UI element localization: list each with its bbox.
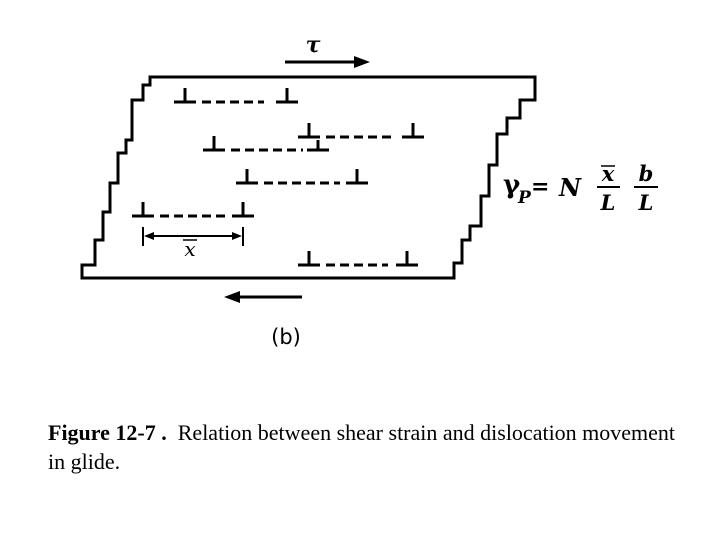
shear-stress-label: τ: [305, 32, 321, 58]
crystal-outline: [82, 77, 535, 278]
top-shear-arrow: [285, 56, 370, 68]
dislocation-pair-1: [174, 88, 298, 102]
formula-gamma: γ: [503, 170, 521, 200]
figure-caption: [48, 418, 688, 476]
formula-fraction1-denominator: L: [600, 190, 616, 215]
formula-equals: =: [531, 174, 550, 200]
bottom-shear-arrow: [224, 291, 302, 303]
formula-subscript: P: [518, 188, 531, 208]
formula-fraction1-numerator: x: [601, 161, 615, 186]
panel-label: (b): [271, 325, 301, 349]
dislocation-pair-2: [298, 123, 424, 137]
dislocation-pair-6: [298, 251, 418, 265]
caption-text: Relation between shear strain and dislocation movement in glide.: [48, 420, 676, 474]
dislocation-pair-4: [236, 169, 368, 183]
mean-distance-label: x: [184, 237, 196, 261]
formula-fraction2-denominator: L: [638, 190, 654, 215]
formula-fraction2-numerator: b: [638, 161, 654, 186]
formula-factor: N: [559, 173, 581, 202]
dislocation-pair-5: [132, 202, 254, 216]
figure-label: Figure 12-7 .: [48, 420, 167, 445]
shear-strain-formula: [503, 161, 658, 215]
